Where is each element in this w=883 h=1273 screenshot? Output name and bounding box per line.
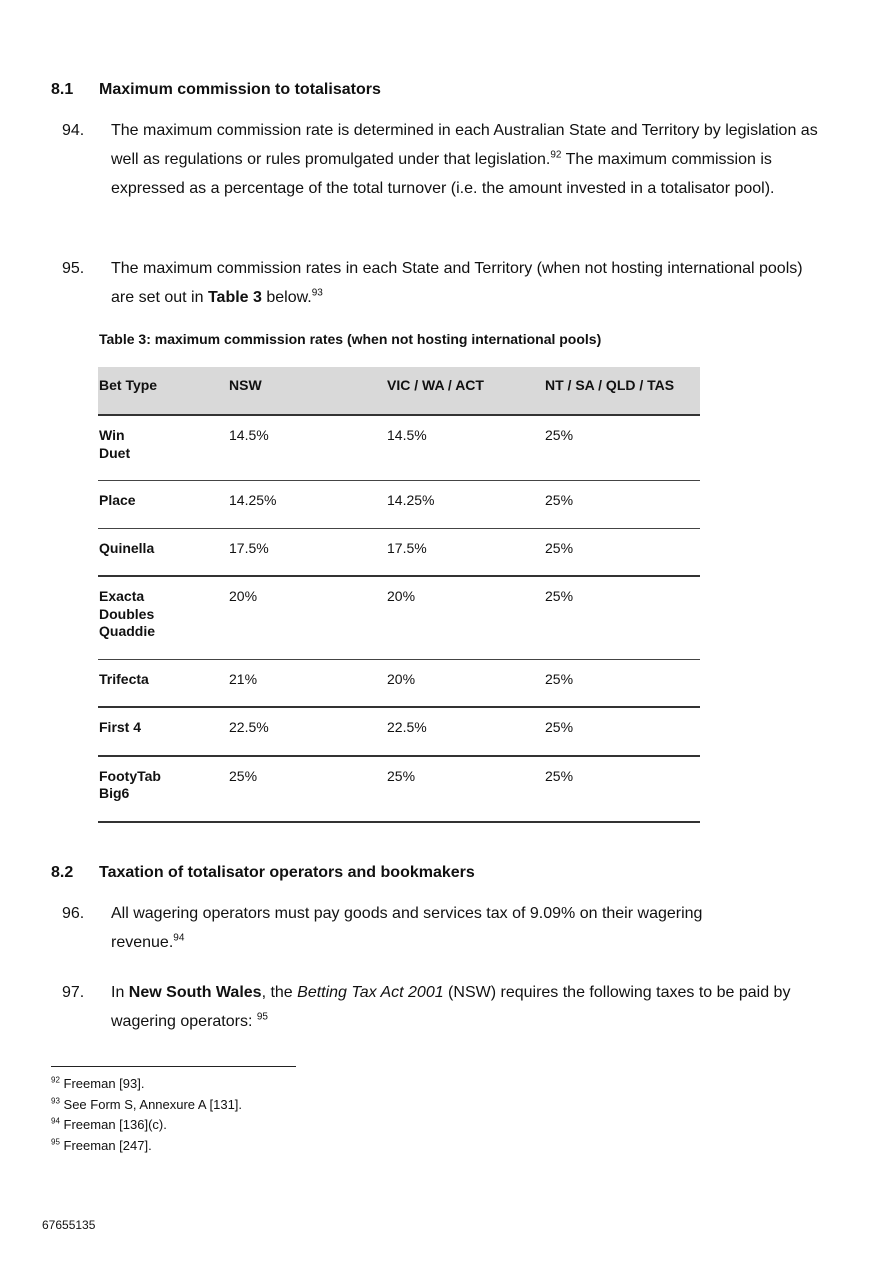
nt-sa-qld-tas-rate-cell: 25% xyxy=(544,576,700,659)
bet-type-cell xyxy=(98,659,228,707)
vic-wa-act-rate-cell: 20% xyxy=(386,576,544,659)
column-header-nt-sa-qld-tas: NT / SA / QLD / TAS xyxy=(544,367,700,415)
paragraph-text xyxy=(111,254,811,312)
footnote-text: Freeman [247]. xyxy=(63,1137,152,1153)
bet-type-cell xyxy=(98,528,228,576)
footnote-text: Freeman [93]. xyxy=(63,1076,145,1091)
footnote-number: 92 xyxy=(51,1075,60,1085)
nsw-rate-cell: 21% xyxy=(228,659,386,707)
nt-sa-qld-tas-rate-cell: 25% xyxy=(544,481,700,529)
footnote-separator xyxy=(51,1066,296,1067)
footnote-ref: 94 xyxy=(173,932,185,944)
footnote-number: 94 xyxy=(51,1116,60,1126)
section-number-8-1: 8.1 xyxy=(51,81,74,98)
section-number-8-2: 8.2 xyxy=(51,864,74,881)
bet-type-name: Big6 xyxy=(99,785,130,801)
nt-sa-qld-tas-rate-cell: 25% xyxy=(544,756,700,822)
vic-wa-act-rate-cell: 20% xyxy=(386,659,544,707)
state-name: New South Wales xyxy=(128,984,262,1001)
footnote-number: 95 xyxy=(51,1137,60,1147)
paragraph-number: 94. xyxy=(62,122,85,139)
nsw-rate-cell: 20% xyxy=(228,576,386,659)
column-header-nsw: NSW xyxy=(228,367,386,415)
table-caption: Table 3: maximum commission rates (when not hosting international pools) xyxy=(99,331,602,347)
bet-type-cell xyxy=(98,481,228,529)
footnote-ref: 93 xyxy=(311,287,323,299)
paragraph-number: 95. xyxy=(62,260,85,277)
text-run: below. xyxy=(261,289,312,306)
vic-wa-act-rate-cell: 14.5% xyxy=(386,415,544,481)
bet-type-name: Quinella xyxy=(99,539,155,556)
commission-rates-table xyxy=(98,367,700,823)
text-run: All wagering operators must pay goods and services tax of 9.09% on their wagering revenue. xyxy=(111,905,703,951)
vic-wa-act-rate-cell: 22.5% xyxy=(386,707,544,756)
table-row xyxy=(98,707,700,756)
bet-type-name: Trifecta xyxy=(99,670,149,687)
footnote-text: Freeman [136](c). xyxy=(63,1117,167,1132)
table-row xyxy=(98,576,700,659)
paragraph-text xyxy=(111,978,831,1036)
table-header-row xyxy=(98,367,700,415)
table-row xyxy=(98,415,700,481)
table-row xyxy=(98,756,700,822)
vic-wa-act-rate-cell: 25% xyxy=(386,756,544,822)
table-row xyxy=(98,659,700,707)
footnotes xyxy=(51,1074,242,1156)
bet-type-cell xyxy=(98,707,228,756)
footnote-text: See Form S, Annexure A [131]. xyxy=(63,1096,243,1112)
footnote-94 xyxy=(51,1115,242,1136)
document-id: 67655135 xyxy=(42,1218,96,1232)
vic-wa-act-rate-cell: 17.5% xyxy=(386,528,544,576)
text-run: The maximum commission is expressed as a percentage of the total turnover (i.e. the amount invested in a totalisator pool). xyxy=(111,151,775,197)
footnote-95 xyxy=(51,1136,242,1157)
bet-type-name: Doubles xyxy=(99,605,155,622)
bet-type-cell xyxy=(98,576,228,659)
text-run: In xyxy=(111,984,129,1001)
nsw-rate-cell: 14.25% xyxy=(228,481,386,529)
table-row xyxy=(98,481,700,529)
nsw-rate-cell: 22.5% xyxy=(228,707,386,756)
paragraph-number: 97. xyxy=(62,984,85,1001)
footnote-92 xyxy=(51,1074,242,1095)
bet-type-name: First 4 xyxy=(99,719,142,735)
footnote-ref: 92 xyxy=(550,149,562,161)
bet-type-cell xyxy=(98,415,228,481)
nt-sa-qld-tas-rate-cell: 25% xyxy=(544,659,700,707)
bet-type-name: Duet xyxy=(99,444,131,461)
paragraph-number: 96. xyxy=(62,905,85,922)
bet-type-name: Place xyxy=(99,492,136,508)
nsw-rate-cell: 17.5% xyxy=(228,528,386,576)
bet-type-cell xyxy=(98,756,228,822)
column-header-vic-wa-act: VIC / WA / ACT xyxy=(386,367,544,415)
column-header-bet-type: Bet Type xyxy=(98,367,228,415)
text-run: The maximum commission rates in each State and Territory (when not hosting international pools) are set out in xyxy=(111,260,803,306)
act-title: Betting Tax Act 2001 xyxy=(297,984,444,1001)
section-title-8-1: Maximum commission to totalisators xyxy=(99,81,381,98)
paragraph-text xyxy=(111,899,771,957)
table-body xyxy=(98,415,700,822)
vic-wa-act-rate-cell: 14.25% xyxy=(386,481,544,529)
text-run: (NSW) requires the following taxes to be paid by wagering operators: xyxy=(111,984,791,1030)
nt-sa-qld-tas-rate-cell: 25% xyxy=(544,415,700,481)
text-run: The maximum commission rate is determined in each Australian State and Territory by legislation as well as regulations or rules promulgated under that legislation. xyxy=(111,122,818,168)
table-row xyxy=(98,528,700,576)
nsw-rate-cell: 25% xyxy=(228,756,386,822)
bet-type-name: Exacta xyxy=(99,588,145,604)
nt-sa-qld-tas-rate-cell: 25% xyxy=(544,528,700,576)
table-reference: Table 3 xyxy=(207,289,262,306)
bet-type-name: FootyTab xyxy=(99,767,161,784)
bet-type-name: Quaddie xyxy=(99,623,156,639)
bet-type-name: Win xyxy=(99,427,125,443)
footnote-93 xyxy=(51,1095,242,1116)
section-title-8-2: Taxation of totalisator operators and bookmakers xyxy=(99,864,475,881)
footnote-number: 93 xyxy=(51,1096,60,1106)
footnote-ref: 95 xyxy=(256,1011,268,1023)
nt-sa-qld-tas-rate-cell: 25% xyxy=(544,707,700,756)
paragraph-text xyxy=(111,116,826,203)
nsw-rate-cell: 14.5% xyxy=(228,415,386,481)
text-run: , the xyxy=(261,984,298,1001)
